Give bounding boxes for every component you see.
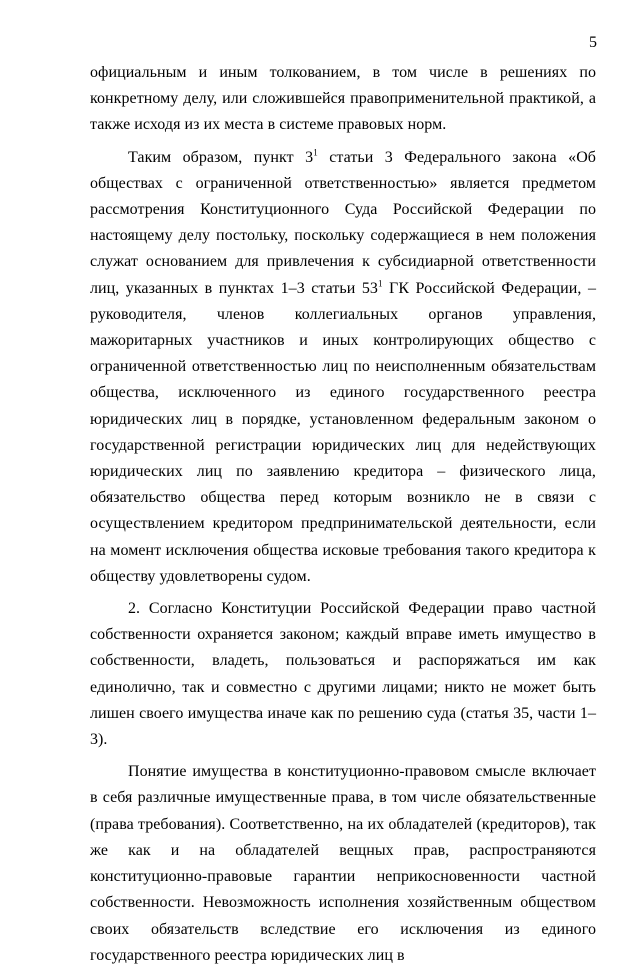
paragraph-section-2: 2. Согласно Конституции Российской Федерации право частной собственности охраняется законом; каждый вправе иметь имущество в собственности, владеть, пользоваться и распоряжаться им как единолично, так и совместно с другими лицами; никто не может быть лишен своего имущества иначе как по решению суда (статья 35, части 1–3). (90, 600, 596, 749)
paragraph-text-part: Таким образом, пункт 3 (128, 148, 314, 166)
paragraph-text-part: ГК Российской Федерации, – руководителя, членов коллегиальных органов управления, мажоритарных участников и иных контролирующих общество с ограниченной ответственностью лиц по неисполненным обязательствам общества, исключенного из единого государственного реестра юридических лиц в порядке, установленном федеральным законом о государственной регистрации юридических лиц для недействующих юридических лиц по заявлению кредитора – физического лица, обязательство общества перед которым возникло не в связи с осуществлением кредитором предпринимательской деятельности, если на момент исключения общества исковые требования такого кредитора к обществу удовлетворены судом. (90, 279, 596, 585)
page-number: 5 (589, 34, 597, 51)
superscript-marker: 1 (377, 278, 383, 289)
paragraph-text-part: статьи 3 Федерального закона «Об обществах с ограниченной ответственностью» является предметом рассмотрения Конституционного Суда Российской Федерации по настоящему делу постольку, поскольку содержащиеся в нем положения служат основанием для привлечения к субсидиарной ответственности лиц, указанных в пунктах 1–3 статьи 53 (90, 148, 596, 297)
superscript-marker: 1 (313, 147, 318, 158)
paragraph-subject-of-review (90, 145, 596, 590)
document-body (90, 60, 596, 975)
paragraph-property-concept: Понятие имущества в конституционно-правовом смысле включает в себя различные имущественные права, в том числе обязательственные (права требования). Соответственно, на их обладателей (кредиторов), так же как и на обладателей вещных прав, распространяются конституционно-правовые гарантии неприкосновенности частной собственности. Невозможность исполнения хозяйственным обществом своих обязательств вследствие его исключения из единого государственного реестра юридических лиц в (90, 763, 596, 964)
paragraph-continuation: официальным и иным толкованием, в том числе в решениях по конкретному делу, или сложившейся правоприменительной практикой, а также исходя из их места в системе правовых норм. (90, 64, 596, 134)
